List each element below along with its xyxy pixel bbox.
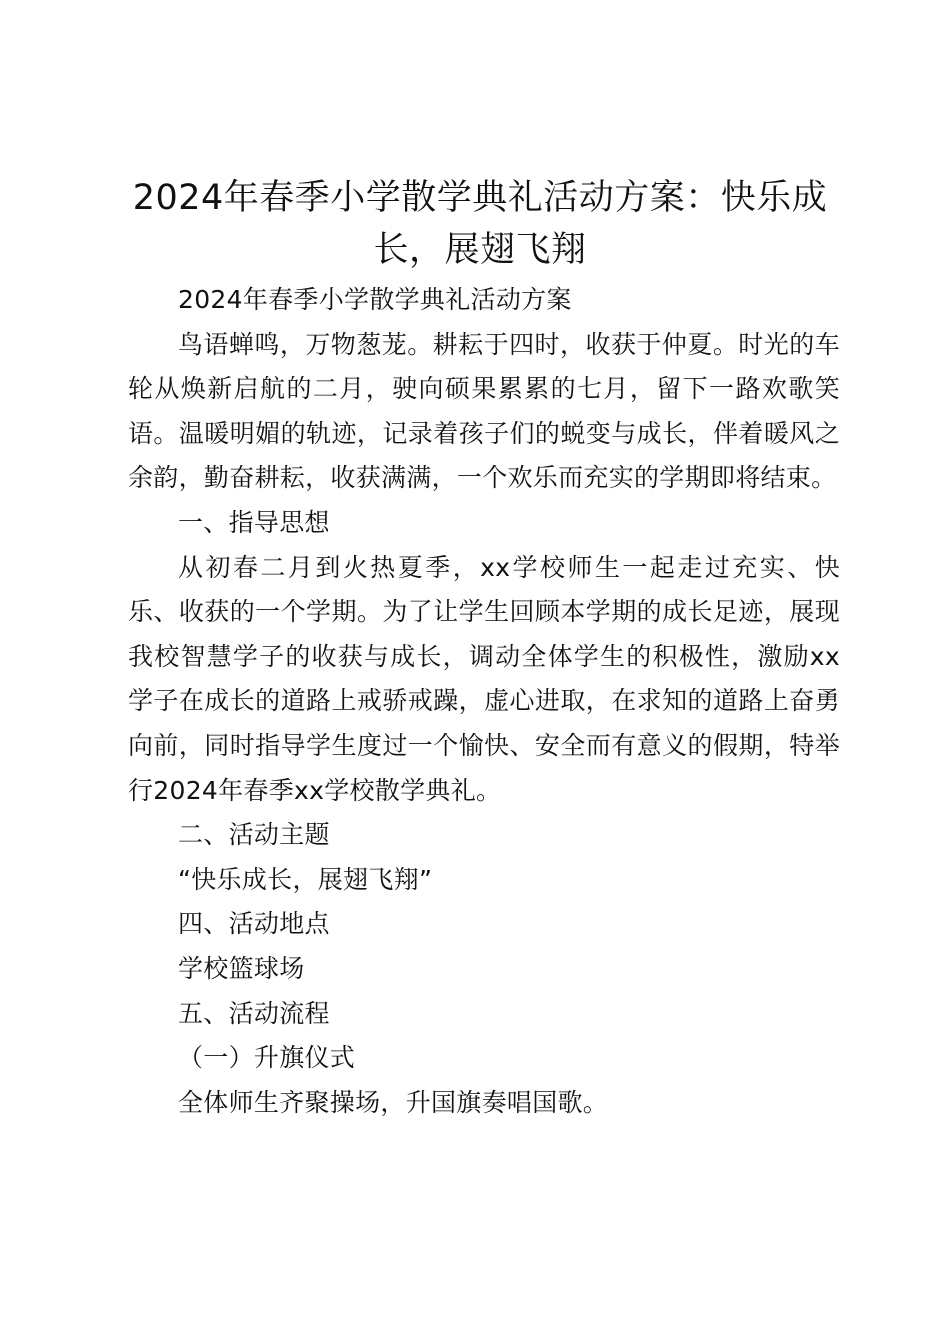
document-title: 2024年春季小学散学典礼活动方案：快乐成长，展翅飞翔	[132, 178, 828, 270]
activity-theme-text: “快乐成长，展翅飞翔”	[178, 864, 433, 894]
section-heading-activity-location: 四、活动地点	[178, 909, 330, 939]
section-heading-activity-process: 五、活动流程	[178, 998, 330, 1028]
activity-location-text: 学校篮球场	[178, 953, 305, 983]
intro-paragraph: 鸟语蝉鸣，万物葱茏。耕耘于四时，收获于仲夏。时光的车轮从焕新启航的二月，驶向硕果累累的七月，留下一路欢歌笑语。温暖明媚的轨迹，记录着孩子们的蜕变与成长，伴着暖风之余韵，勤奋耕耘，收获满满，一个欢乐而充实的学期即将结束。	[128, 329, 840, 493]
document-body	[128, 278, 840, 1125]
subtitle-paragraph: 2024年春季小学散学典礼活动方案	[178, 285, 572, 314]
flag-ceremony-text: 全体师生齐聚操场，升国旗奏唱国歌。	[178, 1087, 609, 1117]
subsection-heading-flag-ceremony: （一）升旗仪式	[178, 1043, 356, 1073]
guiding-ideology-paragraph: 从初春二月到火热夏季，xx学校师生一起走过充实、快乐、收获的一个学期。为了让学生回顾本学期的成长足迹，展现我校智慧学子的收获与成长，调动全体学生的积极性，激励xx学子在成长的道路上戒骄戒躁，虚心进取，在求知的道路上奋勇向前，同时指导学生度过一个愉快、安全而有意义的假期，特举行2024年春季xx学校散学典礼。	[128, 552, 840, 805]
section-heading-guiding-ideology: 一、指导思想	[178, 507, 330, 537]
section-heading-activity-theme: 二、活动主题	[178, 820, 330, 850]
